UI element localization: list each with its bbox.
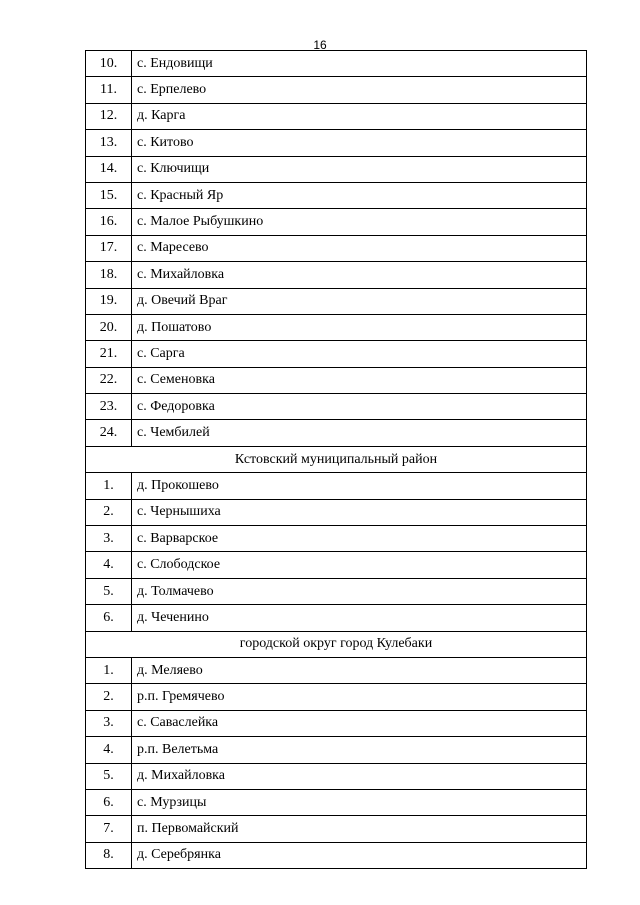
table-row (86, 182, 587, 208)
row-number: 2. (86, 684, 132, 710)
settlement-name: с. Чембилей (132, 420, 587, 446)
row-number: 6. (86, 789, 132, 815)
table-row (86, 130, 587, 156)
row-number: 1. (86, 473, 132, 499)
settlement-name: с. Ключищи (132, 156, 587, 182)
settlement-name: с. Китово (132, 130, 587, 156)
row-number: 10. (86, 51, 132, 77)
table-row (86, 77, 587, 103)
table-row (86, 657, 587, 683)
table-row (86, 710, 587, 736)
row-number: 8. (86, 842, 132, 868)
settlement-name: с. Сарга (132, 341, 587, 367)
section-title: Кстовский муниципальный район (86, 446, 587, 472)
table-row (86, 235, 587, 261)
row-number: 23. (86, 394, 132, 420)
settlement-name: с. Ерпелево (132, 77, 587, 103)
table-row (86, 552, 587, 578)
settlement-name: р.п. Велетьма (132, 737, 587, 763)
table-row (86, 394, 587, 420)
table-row (86, 789, 587, 815)
settlement-name: с. Маресево (132, 235, 587, 261)
settlement-name: д. Меляево (132, 657, 587, 683)
row-number: 11. (86, 77, 132, 103)
settlements-table-body (86, 51, 587, 869)
page-number: 16 (313, 38, 327, 52)
row-number: 3. (86, 710, 132, 736)
table-row (86, 473, 587, 499)
settlement-name: с. Красный Яр (132, 182, 587, 208)
row-number: 5. (86, 578, 132, 604)
section-header-row (86, 631, 587, 657)
row-number: 7. (86, 816, 132, 842)
settlement-name: д. Толмачево (132, 578, 587, 604)
table-row (86, 842, 587, 868)
settlement-name: с. Мурзицы (132, 789, 587, 815)
row-number: 20. (86, 314, 132, 340)
table-row (86, 763, 587, 789)
table-row (86, 288, 587, 314)
row-number: 17. (86, 235, 132, 261)
table-row (86, 684, 587, 710)
settlement-name: д. Пошатово (132, 314, 587, 340)
row-number: 19. (86, 288, 132, 314)
settlement-name: д. Карга (132, 103, 587, 129)
row-number: 21. (86, 341, 132, 367)
settlement-name: д. Михайловка (132, 763, 587, 789)
row-number: 6. (86, 605, 132, 631)
table-row (86, 499, 587, 525)
row-number: 15. (86, 182, 132, 208)
table-row (86, 526, 587, 552)
settlement-name: с. Михайловка (132, 262, 587, 288)
table-row (86, 605, 587, 631)
table-row (86, 816, 587, 842)
settlements-table (85, 50, 587, 869)
settlement-name: п. Первомайский (132, 816, 587, 842)
row-number: 18. (86, 262, 132, 288)
settlement-name: с. Слободское (132, 552, 587, 578)
settlement-name: с. Федоровка (132, 394, 587, 420)
settlement-name: д. Прокошево (132, 473, 587, 499)
table-row (86, 51, 587, 77)
settlement-name: д. Овечий Враг (132, 288, 587, 314)
row-number: 1. (86, 657, 132, 683)
table-row (86, 420, 587, 446)
settlement-name: д. Чеченино (132, 605, 587, 631)
settlement-name: с. Чернышиха (132, 499, 587, 525)
row-number: 5. (86, 763, 132, 789)
table-row (86, 314, 587, 340)
section-title: городской округ город Кулебаки (86, 631, 587, 657)
row-number: 13. (86, 130, 132, 156)
row-number: 3. (86, 526, 132, 552)
row-number: 4. (86, 552, 132, 578)
table-row (86, 578, 587, 604)
table-row (86, 737, 587, 763)
settlement-name: с. Ендовищи (132, 51, 587, 77)
table-row (86, 103, 587, 129)
row-number: 12. (86, 103, 132, 129)
settlement-name: с. Саваслейка (132, 710, 587, 736)
row-number: 14. (86, 156, 132, 182)
settlement-name: р.п. Гремячево (132, 684, 587, 710)
table-row (86, 341, 587, 367)
row-number: 16. (86, 209, 132, 235)
row-number: 2. (86, 499, 132, 525)
settlement-name: с. Семеновка (132, 367, 587, 393)
table-row (86, 367, 587, 393)
row-number: 4. (86, 737, 132, 763)
section-header-row (86, 446, 587, 472)
settlement-name: с. Варварское (132, 526, 587, 552)
table-row (86, 156, 587, 182)
settlement-name: с. Малое Рыбушкино (132, 209, 587, 235)
table-row (86, 262, 587, 288)
row-number: 24. (86, 420, 132, 446)
table-row (86, 209, 587, 235)
row-number: 22. (86, 367, 132, 393)
settlement-name: д. Серебрянка (132, 842, 587, 868)
